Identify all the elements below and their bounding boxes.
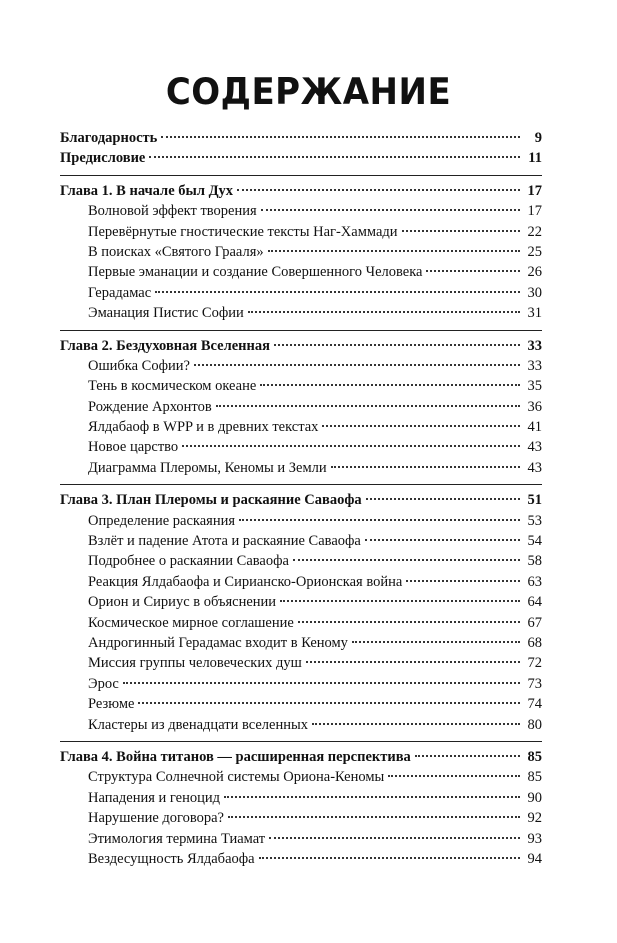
entry-title: Предисловие — [60, 150, 146, 167]
dot-leader — [224, 796, 520, 798]
dot-leader — [274, 344, 520, 346]
toc-entry — [60, 531, 542, 551]
entry-title: Первые эманации и создание Совершенного Человека — [88, 264, 423, 281]
toc-entry — [60, 417, 542, 437]
toc-entry — [60, 592, 542, 612]
page-number: 31 — [527, 305, 542, 322]
toc-entry — [60, 572, 542, 592]
toc-section — [60, 175, 542, 324]
toc-section — [60, 484, 542, 735]
page-number: 51 — [527, 492, 542, 509]
page-number: 43 — [527, 459, 542, 476]
dot-leader — [161, 136, 520, 138]
toc-entry — [60, 437, 542, 457]
page-number: 9 — [534, 130, 542, 146]
entry-title: Тень в космическом океане — [88, 378, 257, 395]
toc-entry — [60, 849, 542, 869]
toc-chapter-entry — [60, 747, 542, 767]
toc-section — [60, 128, 542, 169]
entry-title: Ялдабаоф в WPP и в древних текстах — [88, 419, 319, 436]
toc-entry — [60, 303, 542, 323]
entry-title: Волновой эффект творения — [88, 203, 257, 220]
toc-section — [60, 741, 542, 869]
dot-leader — [149, 156, 520, 158]
dot-leader — [182, 445, 520, 447]
page-number: 80 — [527, 716, 542, 733]
toc-entry — [60, 458, 542, 478]
page-number: 85 — [527, 769, 542, 786]
entry-title: Миссия группы человеческих душ — [88, 655, 302, 672]
dot-leader — [138, 702, 520, 704]
page-number: 73 — [527, 675, 542, 692]
page-number: 90 — [527, 789, 542, 806]
dot-leader — [239, 519, 520, 521]
page-number: 92 — [527, 810, 542, 827]
entry-title: Андрогинный Герадамас входит в Кеному — [88, 634, 348, 651]
dot-leader — [366, 498, 520, 500]
entry-title: Кластеры из двенадцати вселенных — [88, 716, 308, 733]
entry-title: Реакция Ялдабаофа и Сирианско-Орионская война — [88, 573, 403, 590]
dot-leader — [298, 621, 520, 623]
entry-title: Подробнее о раскаянии Саваофа — [88, 553, 289, 570]
page-number: 11 — [528, 150, 542, 167]
entry-title: Структура Солнечной системы Ориона-Кеномы — [88, 769, 385, 786]
toc-chapter-entry — [60, 336, 542, 356]
dot-leader — [259, 857, 520, 859]
toc-entry — [60, 201, 542, 221]
dot-leader — [260, 384, 520, 386]
dot-leader — [352, 641, 520, 643]
toc-entry — [60, 829, 542, 849]
entry-title: Глава 4. Война титанов — расширенная перспектива — [60, 748, 411, 765]
toc-entry — [60, 674, 542, 694]
page-number: 35 — [527, 378, 542, 395]
page-number: 74 — [527, 696, 542, 713]
dot-leader — [228, 816, 520, 818]
toc-entry — [60, 767, 542, 787]
toc-entry — [60, 511, 542, 531]
dot-leader — [322, 425, 520, 427]
page-number: 54 — [527, 533, 542, 550]
toc-entry — [60, 694, 542, 714]
entry-title: Вездесущность Ялдабаофа — [88, 850, 255, 867]
page-number: 33 — [527, 337, 542, 354]
dot-leader — [402, 230, 520, 232]
toc-entry — [60, 262, 542, 282]
page-number: 30 — [527, 284, 542, 301]
entry-title: Глава 2. Бездуховная Вселенная — [60, 337, 270, 354]
page-number: 68 — [527, 634, 542, 651]
table-of-contents — [60, 128, 542, 869]
dot-leader — [415, 755, 520, 757]
dot-leader — [248, 311, 520, 313]
dot-leader — [194, 364, 520, 366]
dot-leader — [365, 539, 520, 541]
toc-entry — [60, 222, 542, 242]
dot-leader — [261, 209, 520, 211]
entry-title: Перевёрнутые гностические тексты Наг-Хаммади — [88, 223, 398, 240]
entry-title: Благодарность — [60, 130, 158, 146]
toc-entry — [60, 356, 542, 376]
page-number: 41 — [527, 419, 542, 436]
toc-entry — [60, 376, 542, 396]
dot-leader — [406, 580, 520, 582]
entry-title: В поисках «Святого Грааля» — [88, 243, 264, 260]
page-number: 36 — [527, 398, 542, 415]
page-number: 85 — [527, 748, 542, 765]
page-number: 72 — [527, 655, 542, 672]
toc-entry — [60, 633, 542, 653]
toc-entry — [60, 808, 542, 828]
page-number: 17 — [527, 203, 542, 220]
page-number: 43 — [527, 439, 542, 456]
page-number: 33 — [527, 357, 542, 374]
toc-chapter-entry — [60, 181, 542, 201]
dot-leader — [312, 723, 520, 725]
entry-title: Взлёт и падение Атота и раскаяние Саваофа — [88, 533, 361, 550]
dot-leader — [216, 405, 520, 407]
toc-entry — [60, 715, 542, 735]
page-number: 17 — [527, 182, 542, 199]
toc-entry — [60, 788, 542, 808]
toc-chapter-entry — [60, 128, 542, 148]
entry-title: Глава 1. В начале был Дух — [60, 182, 234, 199]
page-title: СОДЕРЖАНИЕ — [165, 70, 452, 114]
page-number: 22 — [527, 223, 542, 240]
toc-entry — [60, 397, 542, 417]
page-number: 64 — [527, 594, 542, 611]
toc-section — [60, 330, 542, 479]
toc-chapter-entry — [60, 490, 542, 510]
toc-chapter-entry — [60, 148, 542, 168]
entry-title: Определение раскаяния — [88, 512, 236, 529]
toc-entry — [60, 283, 542, 303]
dot-leader — [237, 189, 520, 191]
dot-leader — [155, 291, 520, 293]
page-number: 26 — [527, 264, 542, 281]
entry-title: Рождение Архонтов — [88, 398, 212, 415]
toc-entry — [60, 242, 542, 262]
dot-leader — [306, 661, 520, 663]
page-number: 63 — [527, 573, 542, 590]
toc-entry — [60, 551, 542, 571]
entry-title: Диаграмма Плеромы, Кеномы и Земли — [88, 459, 327, 476]
dot-leader — [123, 682, 520, 684]
page-number: 25 — [527, 243, 542, 260]
entry-title: Герадамас — [88, 284, 152, 301]
entry-title: Ошибка Софии? — [88, 357, 190, 374]
page-number: 67 — [527, 614, 542, 631]
entry-title: Космическое мирное соглашение — [88, 614, 294, 631]
dot-leader — [269, 837, 520, 839]
entry-title: Орион и Сириус в объяснении — [88, 594, 277, 611]
entry-title: Нападения и геноцид — [88, 789, 221, 806]
entry-title: Нарушение договора? — [88, 810, 224, 827]
toc-entry — [60, 613, 542, 633]
entry-title: Глава 3. План Плеромы и раскаяние Саваофа — [60, 492, 362, 509]
entry-title: Эрос — [88, 675, 119, 692]
entry-title: Эманация Пистис Софии — [88, 305, 244, 322]
dot-leader — [268, 250, 520, 252]
entry-title: Резюме — [88, 696, 135, 713]
page-number: 93 — [527, 830, 542, 847]
page-number: 58 — [527, 553, 542, 570]
dot-leader — [331, 466, 520, 468]
dot-leader — [426, 270, 520, 272]
toc-entry — [60, 653, 542, 673]
dot-leader — [388, 775, 520, 777]
dot-leader — [280, 600, 520, 602]
page-number: 94 — [527, 850, 542, 867]
page-number: 53 — [527, 512, 542, 529]
dot-leader — [293, 559, 520, 561]
entry-title: Новое царство — [88, 439, 179, 456]
entry-title: Этимология термина Тиамат — [88, 830, 266, 847]
